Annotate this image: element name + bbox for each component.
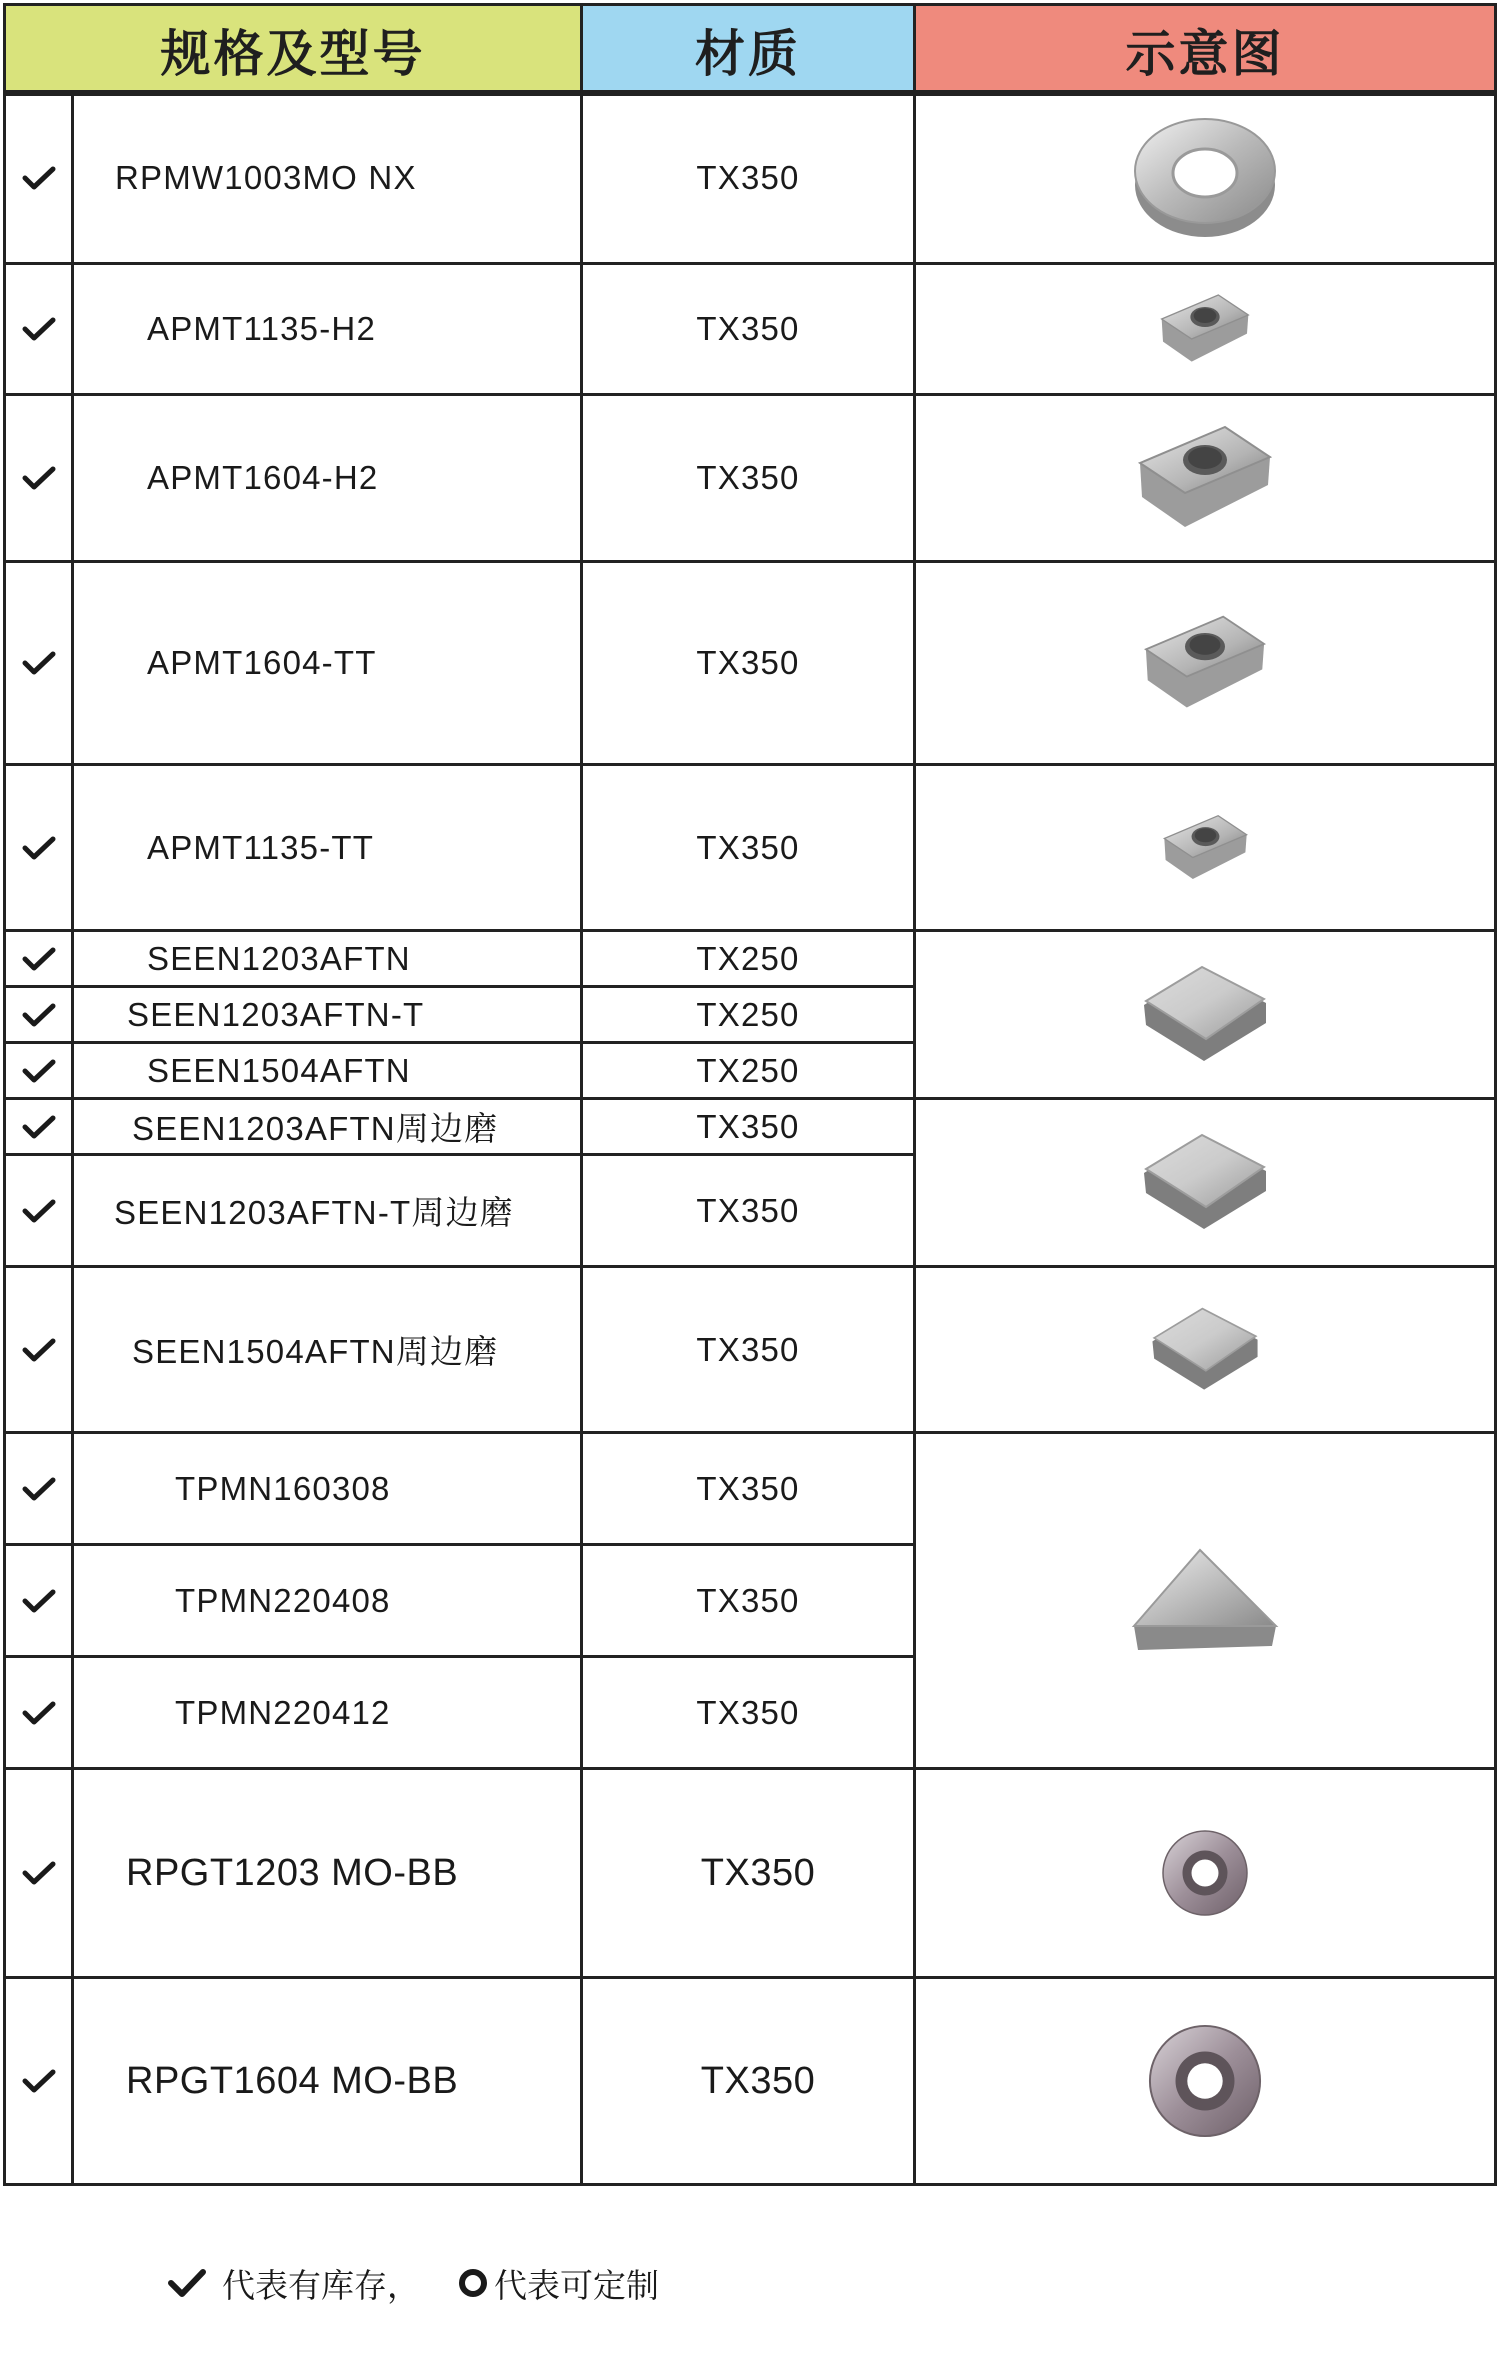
material-cell: TX350 xyxy=(580,1431,916,1546)
checkmark-icon xyxy=(22,946,56,972)
spec-cell: APMT1135-H2 xyxy=(71,262,583,396)
image-cell xyxy=(913,560,1497,766)
material-cell: TX350 xyxy=(580,1543,916,1658)
round-insert-with-hole-icon xyxy=(1130,113,1280,243)
stock-cell xyxy=(3,763,74,932)
stock-cell xyxy=(3,1976,74,2186)
checkmark-icon xyxy=(22,1114,56,1140)
checkmark-icon xyxy=(22,1700,56,1726)
stock-cell xyxy=(3,1265,74,1434)
stock-cell xyxy=(3,1655,74,1770)
image-cell xyxy=(913,1431,1497,1770)
rhombic-insert-tt-small-icon xyxy=(1158,809,1253,887)
stock-cell xyxy=(3,262,74,396)
checkmark-icon xyxy=(22,835,56,861)
checkmark-icon xyxy=(22,165,56,191)
checkmark-icon xyxy=(22,465,56,491)
material-cell: TX350 xyxy=(580,1976,916,2186)
checkmark-icon xyxy=(22,1588,56,1614)
spec-cell: TPMN220412 xyxy=(71,1655,583,1770)
rhombic-insert-large-icon xyxy=(1130,423,1280,533)
checkmark-icon xyxy=(168,2268,206,2298)
stock-cell xyxy=(3,1041,74,1100)
image-cell xyxy=(913,763,1497,932)
spec-cell: RPGT1203 MO-BB xyxy=(71,1767,583,1979)
spec-cell: SEEN1203AFTN-T周边磨 xyxy=(71,1153,583,1268)
square-insert-icon xyxy=(1140,965,1270,1065)
legend-custom-text: 代表可定制 xyxy=(494,2265,659,2305)
stock-cell xyxy=(3,393,74,563)
spec-cell: RPGT1604 MO-BB xyxy=(71,1976,583,2186)
material-cell: TX250 xyxy=(580,1041,916,1100)
stock-cell xyxy=(3,1543,74,1658)
material-cell: TX250 xyxy=(580,929,916,988)
material-cell: TX250 xyxy=(580,985,916,1044)
round-insert-small-icon xyxy=(1160,1828,1250,1918)
triangle-insert-icon xyxy=(1130,1546,1280,1656)
spec-cell: SEEN1504AFTN xyxy=(71,1041,583,1100)
image-cell xyxy=(913,1097,1497,1268)
image-cell xyxy=(913,1767,1497,1979)
image-cell xyxy=(913,1265,1497,1434)
spec-cell: TPMN160308 xyxy=(71,1431,583,1546)
stock-cell xyxy=(3,1431,74,1546)
checkmark-icon xyxy=(22,1002,56,1028)
spec-cell: TPMN220408 xyxy=(71,1543,583,1658)
spec-cell: APMT1604-H2 xyxy=(71,393,583,563)
spec-cell: APMT1135-TT xyxy=(71,763,583,932)
material-cell: TX350 xyxy=(580,560,916,766)
material-cell: TX350 xyxy=(580,1767,916,1979)
stock-cell xyxy=(3,985,74,1044)
stock-cell xyxy=(3,560,74,766)
spec-table xyxy=(3,3,1497,2186)
image-cell xyxy=(913,929,1497,1100)
checkmark-icon xyxy=(22,1860,56,1886)
image-cell xyxy=(913,90,1497,265)
header-material: 材质 xyxy=(580,3,916,96)
stock-cell xyxy=(3,1153,74,1268)
material-cell: TX350 xyxy=(580,262,916,396)
spec-cell: SEEN1203AFTN-T xyxy=(71,985,583,1044)
header-spec: 规格及型号 xyxy=(3,3,583,96)
spec-cell: SEEN1203AFTN xyxy=(71,929,583,988)
header-image: 示意图 xyxy=(913,3,1497,96)
material-cell: TX350 xyxy=(580,1655,916,1770)
image-cell xyxy=(913,1976,1497,2186)
checkmark-icon xyxy=(22,1337,56,1363)
legend-stock-text: 代表有库存， xyxy=(222,2265,420,2305)
stock-cell xyxy=(3,1767,74,1979)
checkmark-icon xyxy=(22,1476,56,1502)
stock-cell xyxy=(3,929,74,988)
material-cell: TX350 xyxy=(580,1097,916,1156)
checkmark-icon xyxy=(22,2068,56,2094)
checkmark-icon xyxy=(22,650,56,676)
legend xyxy=(168,2258,659,2308)
spec-cell: APMT1604-TT xyxy=(71,560,583,766)
material-cell: TX350 xyxy=(580,90,916,265)
material-cell: TX350 xyxy=(580,393,916,563)
checkmark-icon xyxy=(22,316,56,342)
material-cell: TX350 xyxy=(580,1265,916,1434)
spec-cell: RPMW1003MO NX xyxy=(71,90,583,265)
stock-cell xyxy=(3,90,74,265)
rhombic-insert-small-icon xyxy=(1155,289,1255,369)
rhombic-insert-tt-large-icon xyxy=(1135,613,1275,713)
spec-cell: SEEN1504AFTN周边磨 xyxy=(71,1265,583,1434)
spec-cell: SEEN1203AFTN周边磨 xyxy=(71,1097,583,1156)
checkmark-icon xyxy=(22,1198,56,1224)
material-cell: TX350 xyxy=(580,1153,916,1268)
image-cell xyxy=(913,393,1497,563)
square-insert-small-icon xyxy=(1149,1306,1261,1394)
material-cell: TX350 xyxy=(580,763,916,932)
image-cell xyxy=(913,262,1497,396)
round-insert-large-icon xyxy=(1146,2022,1264,2140)
ring-icon xyxy=(458,2268,488,2298)
stock-cell xyxy=(3,1097,74,1156)
square-insert-icon xyxy=(1140,1133,1270,1233)
checkmark-icon xyxy=(22,1058,56,1084)
